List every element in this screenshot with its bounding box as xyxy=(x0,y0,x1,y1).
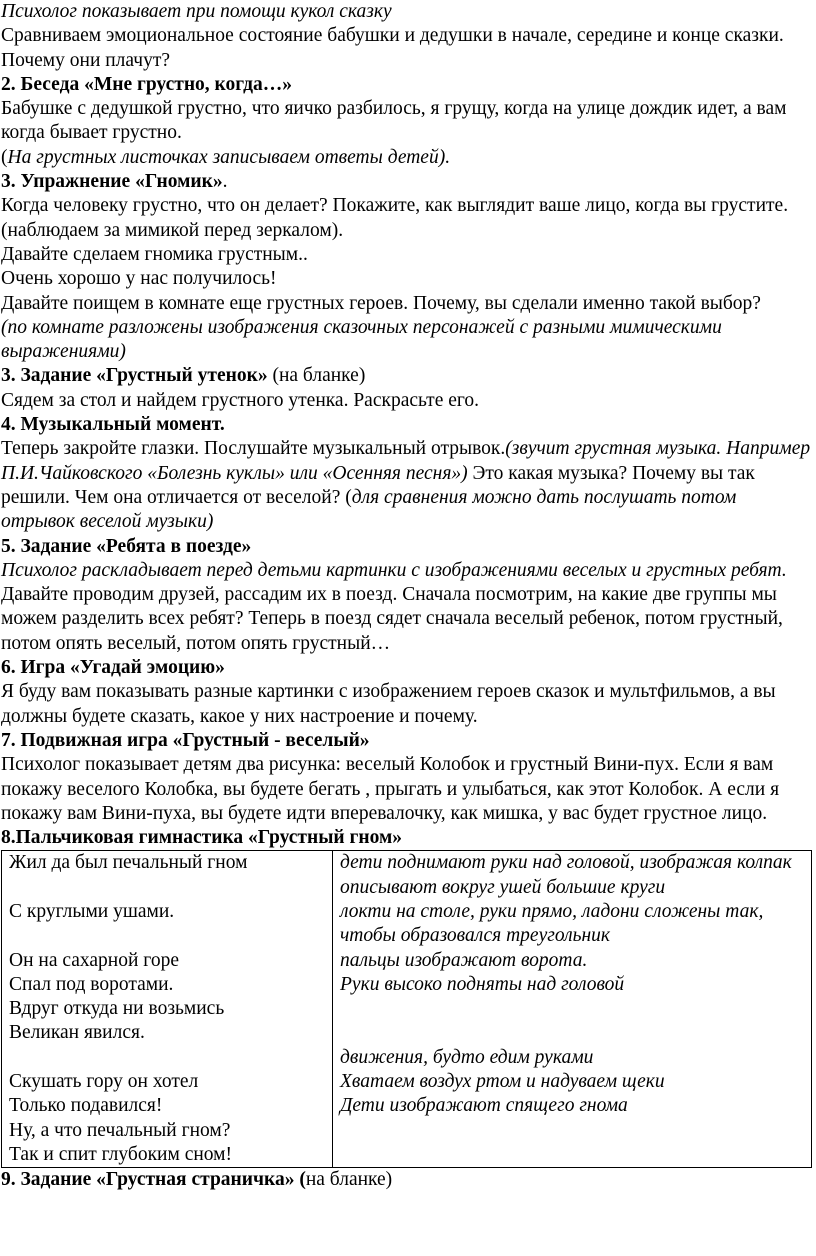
paragraph xyxy=(1,826,813,850)
paragraph xyxy=(1,73,813,97)
text-run: Давайте проводим друзей, рассадим их в поезд. Сначала посмотрим, на какие две группы мы можем разделить всех ребят? Теперь в поезд сядет сначала веселый ребенок, потом грустный, потом опять веселый, потом опять грустный… xyxy=(1,584,783,654)
paragraph xyxy=(1,729,813,753)
paragraph xyxy=(1,1168,813,1192)
verse-line: Ну, а что печальный гном? xyxy=(9,1119,231,1141)
text-run: для сравнения можно дать послушать потом отрывок веселой музыки) xyxy=(1,486,737,533)
action-line xyxy=(340,997,805,1021)
verse-actions-column xyxy=(333,851,812,1168)
paragraph xyxy=(1,146,813,170)
verse-line: Великан явился. xyxy=(9,1022,145,1044)
text-run: ( xyxy=(1,146,8,168)
paragraph xyxy=(1,656,813,680)
paragraph xyxy=(1,292,813,316)
action-line xyxy=(340,1021,805,1045)
text-run: Психолог показывает детям два рисунка: веселый Колобок и грустный Вини-пух. Если я вам покажу веселого Колобка, вы будете бегать , прыгать и улыбаться, как этот Колобок. А если я покажу вам Вини-пуха, вы будете идти вперевалочку, как мишка, у вас будет грустное лицо. xyxy=(1,754,780,824)
verse-line xyxy=(9,876,326,900)
paragraph xyxy=(1,535,813,559)
action-line: движения, будто едим руками xyxy=(340,1046,594,1068)
verse-line: С круглыми ушами. xyxy=(9,900,175,922)
text-run: 9. Задание «Грустная страничка» ( xyxy=(1,1169,306,1191)
action-line: описывают вокруг ушей большие круги xyxy=(340,876,666,898)
text-run: на бланке) xyxy=(305,1169,393,1191)
text-run: 3. Задание «Грустный утенок» xyxy=(1,365,268,387)
text-run: Психолог показывает при помощи кукол сказку xyxy=(1,1,392,22)
text-run: На грустных листочках записываем ответы детей). xyxy=(7,146,451,168)
paragraph xyxy=(1,680,813,729)
verse-line: Только подавился! xyxy=(9,1095,163,1117)
text-run: 2. Беседа «Мне грустно, когда…» xyxy=(1,73,293,95)
verse-line: Жил да был печальный гном xyxy=(9,852,248,874)
paragraph xyxy=(1,583,813,656)
paragraph xyxy=(1,170,813,194)
text-run: Теперь закройте глазки. Послушайте музыкальный отрывок. xyxy=(1,438,506,460)
text-run: Сядем за стол и найдем грустного утенка. Раскрасьте его. xyxy=(1,389,480,411)
paragraph xyxy=(1,243,813,267)
text-run: (на бланке) xyxy=(267,365,366,387)
text-run: 8.Пальчиковая гимнастика «Грустный гном» xyxy=(1,827,403,849)
verse-line: Вдруг откуда ни возьмись xyxy=(9,998,225,1020)
document-page xyxy=(1,0,813,1193)
text-run: 7. Подвижная игра «Грустный - веселый» xyxy=(1,729,370,751)
paragraph xyxy=(1,0,813,24)
verse-text-column xyxy=(2,851,333,1168)
text-run: 6. Игра «Угадай эмоцию» xyxy=(1,657,225,679)
paragraph xyxy=(1,194,813,243)
document-footer-text xyxy=(1,1168,813,1192)
verse-line: Он на сахарной горе xyxy=(9,949,179,971)
verse-line xyxy=(9,1046,326,1070)
paragraph xyxy=(1,753,813,826)
action-line: дети поднимают руки над головой, изображая колпак xyxy=(340,852,792,874)
text-run: Когда человеку грустно, что он делает? Покажите, как выглядит ваше лицо, когда вы грустите. (наблюдаем за мимикой перед зеркалом). xyxy=(1,195,789,241)
paragraph xyxy=(1,24,813,73)
action-line: Дети изображают спящего гнома xyxy=(340,1095,628,1117)
paragraph xyxy=(1,389,813,413)
text-run: Бабушке с дедушкой грустно, что яичко разбилось, я грущу, когда на улице дождик идет, а вам когда бывает грустно. xyxy=(1,98,787,144)
verse-line: Спал под воротами. xyxy=(9,973,174,995)
paragraph xyxy=(1,437,813,534)
verse-line xyxy=(9,924,326,948)
text-run: Сравниваем эмоциональное состояние бабушки и дедушки в начале, середине и конце сказки. Почему они плачут? xyxy=(1,25,784,71)
document-body xyxy=(1,0,813,850)
verse-line: Так и спит глубоким сном! xyxy=(9,1143,232,1165)
text-run: 3. Упражнение «Гномик» xyxy=(1,171,223,193)
paragraph xyxy=(1,267,813,291)
action-line: локти на столе, руки прямо, ладони сложены так, чтобы образовался треугольник xyxy=(340,900,764,947)
text-run: 5. Задание «Ребята в поезде» xyxy=(1,535,252,557)
finger-gymnastics-table xyxy=(1,850,812,1168)
text-run: Это какая музыка? Почему вы так решили. Чем она отличается от веселой? ( xyxy=(1,462,755,508)
text-run: Психолог раскладывает перед детьми картинки с изображениями веселых и грустных ребят. xyxy=(1,559,787,581)
text-run: Очень хорошо у нас получилось! xyxy=(1,268,277,290)
text-run: 4. Музыкальный момент. xyxy=(1,414,225,436)
paragraph xyxy=(1,316,813,365)
action-line: пальцы изображают ворота. xyxy=(340,949,588,971)
paragraph xyxy=(1,97,813,146)
paragraph xyxy=(1,413,813,437)
text-run: (звучит грустная музыка. Например П.И.Чайковского «Болезнь куклы» или «Осенняя песня») xyxy=(1,438,811,484)
paragraph xyxy=(1,559,813,583)
text-run: . xyxy=(222,171,228,193)
action-line: Хватаем воздух ртом и надуваем щеки xyxy=(340,1071,665,1093)
action-line: Руки высоко подняты над головой xyxy=(340,973,625,995)
text-run: Давайте сделаем гномика грустным.. xyxy=(1,243,308,265)
text-run: Я буду вам показывать разные картинки с изображением героев сказок и мультфильмов, а вы должны будете сказать, какое у них настроение и почему. xyxy=(1,681,776,727)
paragraph xyxy=(1,364,813,388)
text-run: (по комнате разложены изображения сказочных персонажей с разными мимическими выражениями) xyxy=(1,316,722,363)
verse-line: Скушать гору он хотел xyxy=(9,1071,199,1093)
text-run: Давайте поищем в комнате еще грустных героев. Почему, вы сделали именно такой выбор? xyxy=(1,292,761,314)
